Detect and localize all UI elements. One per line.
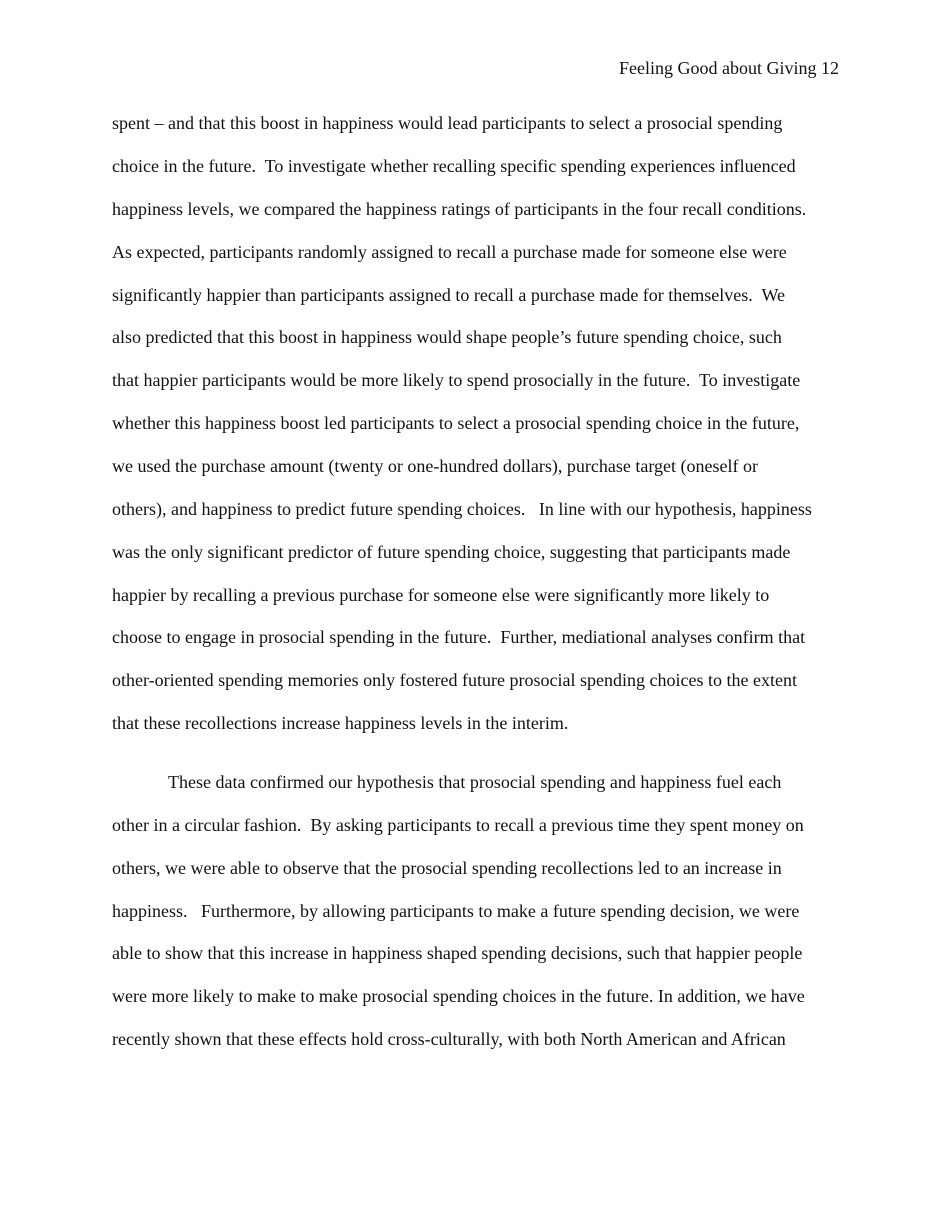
paragraph-1-line-4: As expected, participants randomly assigned to recall a purchase made for someone else were [112,242,787,262]
paragraph-1-line-10: others), and happiness to predict future spending choices. In line with our hypothesis, happiness [112,499,812,519]
running-head: Feeling Good about Giving 12 [619,58,839,78]
paragraph-2-line-6: were more likely to make to make prosocial spending choices in the future. In addition, we have [112,986,805,1006]
paragraph-1-line-9: we used the purchase amount (twenty or one-hundred dollars), purchase target (oneself or [112,456,758,476]
paragraph-1-line-3: happiness levels, we compared the happiness ratings of participants in the four recall conditions. [112,199,807,219]
paragraph-2-line-5: able to show that this increase in happiness shaped spending decisions, such that happier people [112,943,803,963]
paragraph-1-line-1: spent – and that this boost in happiness would lead participants to select a prosocial spending [112,113,783,133]
paragraph-1-line-13: choose to engage in prosocial spending in the future. Further, mediational analyses confirm that [112,627,806,647]
paragraph-1-line-5: significantly happier than participants assigned to recall a purchase made for themselves. We [112,285,785,305]
paragraph-1-line-8: whether this happiness boost led participants to select a prosocial spending choice in the future, [112,413,800,433]
paragraph-2-line-7: recently shown that these effects hold cross-culturally, with both North American and African [112,1029,786,1049]
paragraph-1-line-2: choice in the future. To investigate whether recalling specific spending experiences influenced [112,156,796,176]
paragraph-1-line-7: that happier participants would be more likely to spend prosocially in the future. To investigate [112,370,801,390]
paragraph-2-line-4: happiness. Furthermore, by allowing participants to make a future spending decision, we were [112,901,800,921]
paragraph-1-line-15: that these recollections increase happiness levels in the interim. [112,713,569,733]
paragraph-2-line-2: other in a circular fashion. By asking participants to recall a previous time they spent money on [112,815,804,835]
paragraph-1-line-6: also predicted that this boost in happiness would shape people’s future spending choice, such [112,327,782,347]
paragraph-1-line-12: happier by recalling a previous purchase for someone else were significantly more likely to [112,585,770,605]
paragraph-2-line-1: These data confirmed our hypothesis that prosocial spending and happiness fuel each [168,772,782,792]
paragraph-1-line-14: other-oriented spending memories only fostered future prosocial spending choices to the extent [112,670,797,690]
paragraph-1-line-11: was the only significant predictor of future spending choice, suggesting that participants made [112,542,791,562]
paragraph-2-line-3: others, we were able to observe that the prosocial spending recollections led to an increase in [112,858,782,878]
